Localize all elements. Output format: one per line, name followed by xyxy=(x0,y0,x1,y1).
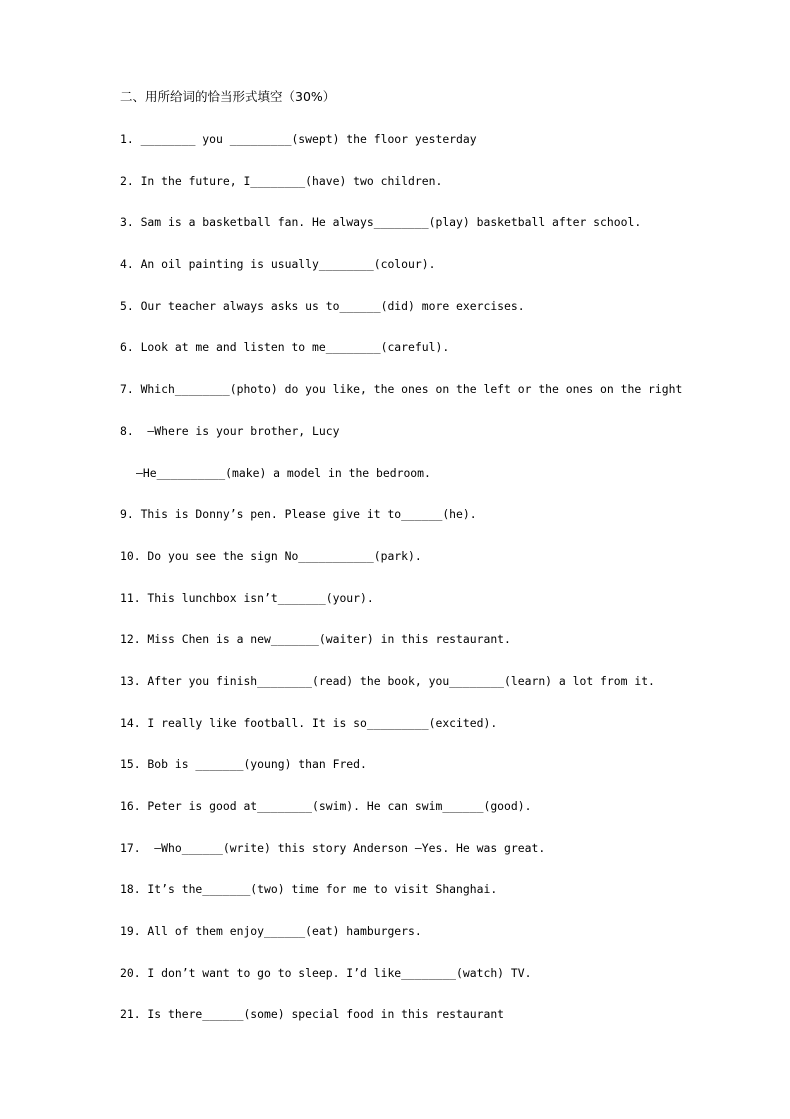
question-12: 12. Miss Chen is a new_______(waiter) in this restaurant. xyxy=(120,632,511,647)
question-19: 19. All of them enjoy______(eat) hamburgers. xyxy=(120,924,422,939)
question-9: 9. This is Donny’s pen. Please give it to______(he). xyxy=(120,507,477,522)
question-2: 2. In the future, I________(have) two children. xyxy=(120,173,443,188)
question-20: 20. I don’t want to go to sleep. I’d like________(watch) TV. xyxy=(120,965,532,980)
question-5: 5. Our teacher always asks us to______(did) more exercises. xyxy=(120,298,525,313)
question-17: 17. –Who______(write) this story Anderson –Yes. He was great. xyxy=(120,840,546,855)
question-8-answer-line: –He__________(make) a model in the bedroom. xyxy=(136,465,431,480)
question-3: 3. Sam is a basketball fan. He always________(play) basketball after school. xyxy=(120,215,642,230)
question-15: 15. Bob is _______(young) than Fred. xyxy=(120,757,367,772)
question-14: 14. I really like football. It is so_________(excited). xyxy=(120,715,498,730)
section-heading: 二、用所给词的恰当形式填空（30%） xyxy=(120,89,336,104)
question-16: 16. Peter is good at________(swim). He can swim______(good). xyxy=(120,799,532,813)
question-6: 6. Look at me and listen to me________(careful). xyxy=(120,340,450,355)
question-11: 11. This lunchbox isn’t_______(your). xyxy=(120,590,374,605)
question-8: 8. –Where is your brother, Lucy xyxy=(120,423,340,438)
question-10: 10. Do you see the sign No___________(park). xyxy=(120,548,422,563)
question-1: 1. ________ you _________(swept) the floor yesterday xyxy=(120,132,477,146)
worksheet-page xyxy=(120,88,760,1047)
question-21: 21. Is there______(some) special food in this restaurant xyxy=(120,1007,505,1022)
question-4: 4. An oil painting is usually________(colour). xyxy=(120,257,436,272)
question-13: 13. After you finish________(read) the book, you________(learn) a lot from it. xyxy=(120,673,655,688)
question-18: 18. It’s the_______(two) time for me to visit Shanghai. xyxy=(120,882,498,897)
question-7: 7. Which________(photo) do you like, the ones on the left or the ones on the right xyxy=(120,382,683,397)
